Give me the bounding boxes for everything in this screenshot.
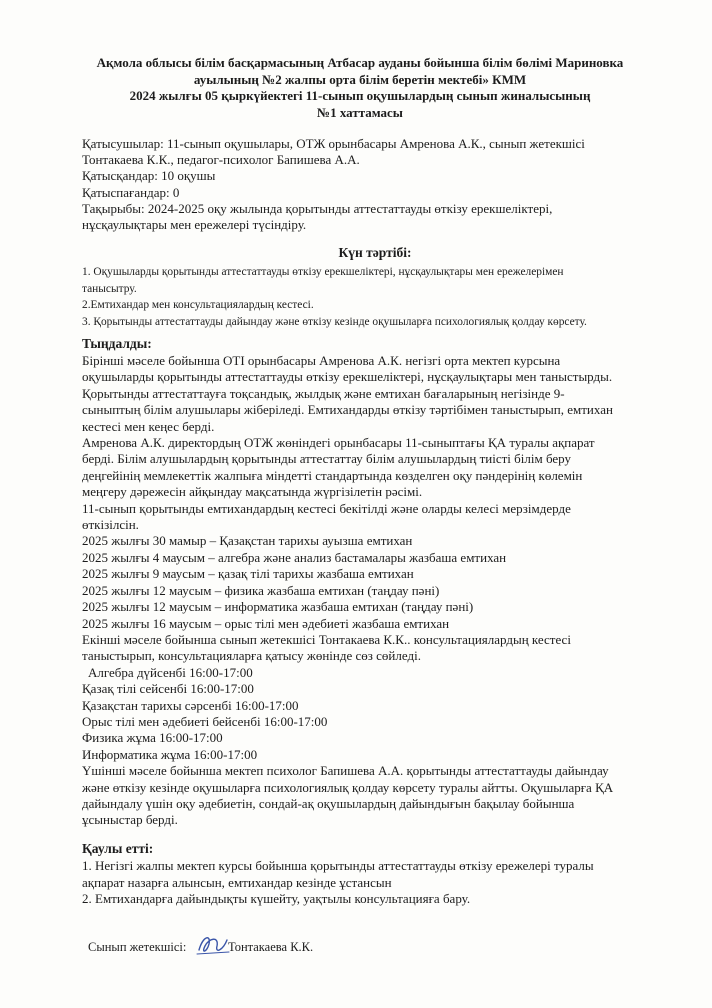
heard-line: дайындалу үшін оқу әдебиетін, сондай-ақ оқушылардың дайындығын бақылау бойынша: [82, 795, 575, 811]
heard-line: Екінші мәселе бойынша сынып жетекшісі Тонтакаева К.К.. консультациялардың кестесі: [82, 631, 571, 647]
title-line: ауылының №2 жалпы орта білім беретін мектебі» КММ: [193, 71, 527, 87]
info-line: Қатыспағандар: 0: [82, 184, 180, 200]
exam-schedule-line: 2025 жылғы 9 маусым – қазақ тілі тарихы жазбаша емтихан: [82, 566, 414, 582]
info-line: Қатысушылар: 11-сынып оқушылары, ОТЖ орынбасары Амренова А.К., сынып жетекшісі: [82, 136, 585, 151]
title-line: 2024 жылғы 05 қыркүйектегі 11-сынып оқушылардың сынып жиналысының: [129, 88, 591, 103]
agenda-item: 2.Емтихандар мен консультациялардың кестесі.: [82, 299, 314, 311]
signature-label: Сынып жетекшісі:: [88, 940, 187, 954]
heard-line: 11-сынып қорытынды емтихандардың кестесі бекітілді және оларды келесі мерзімдерде: [82, 500, 571, 516]
heard-line: Үшінші мәселе бойынша мектеп психолог Бапишева А.А. қорытынды аттестаттауды дайындау: [82, 763, 609, 779]
heard-heading: Тыңдалды:: [82, 336, 152, 351]
heard-line: және өткізу кезінде оқушыларға психологиялық қолдау көрсету туралы айтты. Оқушыларға ҚА: [82, 779, 614, 795]
info-line: нұсқаулықтары мен ережелері түсіндіру.: [82, 217, 307, 233]
decision-line: 1. Негізгі жалпы мектеп курсы бойынша қорытынды аттестаттауды өткізу ережелері туралы: [82, 858, 594, 873]
exam-schedule-line: 2025 жылғы 4 маусым – алгебра және анализ бастамалары жазбаша емтихан: [82, 549, 507, 565]
heard-line: ұсыныстар берді.: [82, 812, 178, 828]
agenda-item: 3. Қорытынды аттестаттауды дайындау және өткізу кезінде оқушыларға психологиялық қолдау көрсету.: [82, 315, 587, 328]
consultation-line: Информатика жұма 16:00-17:00: [82, 746, 258, 762]
title-line: Ақмола облысы білім басқармасының Атбасар ауданы бойынша білім бөлімі Мариновка: [96, 55, 624, 70]
heard-line: өткізілсін.: [82, 517, 139, 533]
info-line: Қатысқандар: 10 оқушы: [82, 168, 216, 184]
decision-line: ақпарат назарға алынсын, емтихандар кезінде ұстансын: [82, 874, 392, 890]
heard-line: оқушыларды қорытынды аттестаттауды өткізу ерекшеліктері, нұсқаулықтары мен таныстырды.: [82, 369, 613, 385]
title-line: №1 хаттамасы: [317, 104, 403, 120]
heard-line: сыныптың білім алушылары жіберіледі. Емтихандарды өткізу тәртібімен таныстырып, емтихан: [82, 402, 613, 418]
exam-schedule-line: 2025 жылғы 16 маусым – орыс тілі мен әдебиеті жазбаша емтихан: [82, 615, 450, 631]
consultation-line: Физика жұма 16:00-17:00: [82, 730, 223, 746]
heard-section: [82, 353, 682, 829]
agenda-list: [82, 264, 682, 330]
info-line: Тонтакаева К.К., педагог-психолог Бапишева А.А.: [82, 152, 360, 168]
heard-line: меңгеру дәрежесін айқындау мақсатында жүргізілетін рәсімі.: [82, 484, 423, 500]
heard-line: Қорытынды аттестаттауға тоқсандық, жылдық және емтихан бағаларының негізінде 9-: [82, 385, 565, 401]
signature-name: Тонтакаева К.К.: [228, 940, 314, 954]
consultation-line: Орыс тілі мен әдебиеті бейсенбі 16:00-17:00: [82, 713, 328, 729]
decided-heading: Қаулы етті:: [82, 841, 154, 856]
exam-schedule-line: 2025 жылғы 30 мамыр – Қазақстан тарихы ауызша емтихан: [82, 533, 413, 549]
meeting-info: [82, 136, 682, 233]
heard-line: Амренова А.К. директордың ОТЖ жөніндегі орынбасары 11-сыныптағы ҚА туралы ақпарат: [82, 435, 595, 451]
heard-line: кестесі мен кеңес берді.: [82, 418, 215, 434]
exam-schedule-line: 2025 жылғы 12 маусым – информатика жазбаша емтихан (таңдау пәні): [82, 599, 474, 615]
handwritten-signature-icon: [193, 930, 233, 960]
agenda-item: 1. Оқушыларды қорытынды аттестаттауды өткізу ерекшеліктері, нұсқаулықтары мен ережелерімен: [82, 266, 564, 278]
heard-line: Бірінші мәселе бойынша ОТІ орынбасары Амренова А.К. негізгі орта мектеп курсына: [82, 353, 561, 368]
agenda-heading: Күн тәртібі:: [338, 245, 412, 260]
heard-line: деңгейінің мемлекеттік жалпыға міндетті стандартында көзделген оқу пәндерінің көлемін: [82, 467, 583, 483]
decided-section: [82, 858, 682, 908]
info-line: Тақырыбы: 2024-2025 оқу жылында қорытынды аттестаттауды өткізу ерекшеліктері,: [82, 200, 553, 216]
document-title: [70, 55, 650, 121]
exam-schedule-line: 2025 жылғы 12 маусым – физика жазбаша емтихан (таңдау пәні): [82, 582, 440, 598]
heard-line: берді. Білім алушылардың қорытынды аттестаттау білім алушылардың тиісті білім беру: [82, 451, 571, 467]
consultation-line: Алгебра дүйсенбі 16:00-17:00: [88, 664, 253, 680]
signature-row: [88, 936, 488, 960]
decision-line: 2. Емтихандарға дайындықты күшейту, уақтылы консультацияға бару.: [82, 891, 471, 907]
consultation-line: Қазақстан тарихы сәрсенбі 16:00-17:00: [82, 697, 299, 713]
heard-line: таныстырып, консультацияларға қатысу жөнінде сөз сөйледі.: [82, 648, 421, 664]
consultation-line: Қазақ тілі сейсенбі 16:00-17:00: [82, 681, 254, 697]
agenda-item: танысытру.: [82, 282, 137, 295]
